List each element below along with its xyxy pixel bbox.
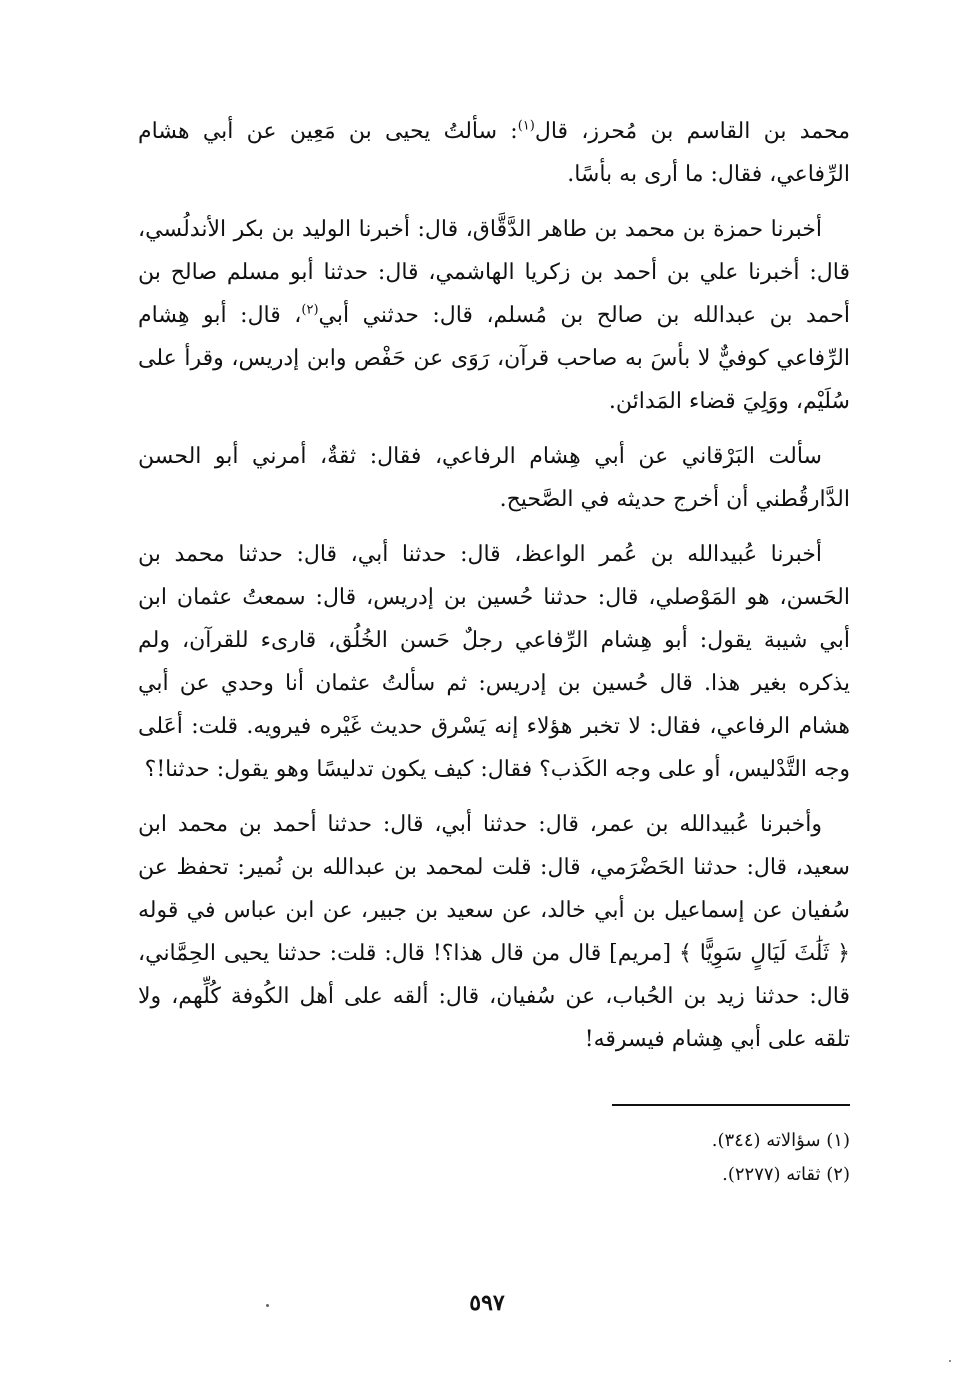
paragraph-2	[138, 208, 850, 423]
footnote-marker-2: (٢)	[301, 302, 319, 318]
paragraph-2-start: أخبرنا حمزة بن محمد بن طاهر الدَّقَّاق، قال: أخبرنا الوليد بن بكر الأندلُسي، قال: أخبرنا علي بن أحمد بن زكريا الهاشمي، قال: حدثنا أبو مسلم صالح بن أحمد بن عبدالله بن صالح بن مُسلم، قال: حدثني أبي	[138, 217, 850, 328]
paragraph-3: سألت البَرْقاني عن أبي هِشام الرفاعي، فقال: ثقةٌ، أمرني أبو الحسن الدَّارقُطني أن أخرج حديثه في الصَّحيح.	[138, 444, 850, 512]
page-number: ٥٩٧	[469, 1290, 505, 1316]
footnotes	[540, 1124, 850, 1192]
paragraph-1-end: : سألتُ يحيى بن مَعِين عن أبي هشام الرِّفاعي، فقال: ما أرى به بأسًا.	[138, 119, 850, 187]
scan-speck	[266, 1304, 269, 1307]
paragraph-1	[138, 110, 850, 196]
paragraph-2-end: ، قال: أبو هِشام الرِّفاعي كوفيٌّ لا بأسَ به صاحب قرآن، رَوَى عن حَفْص وابن إدريس، وقرأ على سُلَيْم، ووَلِيَ قضاء المَدائن.	[138, 303, 850, 414]
scan-speck	[949, 1360, 951, 1362]
footnote-marker-1: (١)	[517, 118, 535, 134]
main-text	[138, 110, 850, 1073]
paragraph-4: أخبرنا عُبيدالله بن عُمر الواعظ، قال: حدثنا أبي، قال: حدثنا محمد بن الحَسن، هو المَوْصلي، قال: حدثنا حُسين بن إدريس، قال: سمعتُ عثمان ابن أبي شيبة يقول: أبو هِشام الرِّفاعي رجلٌ حَسن الخُلُق، قارىء للقرآن، ولم يذكره بغير هذا. قال حُسين بن إدريس: ثم سألتُ عثمان أنا وحدي عن أبي هشام الرفاعي، فقال: لا تخبر هؤلاء إنه يَسْرق حديث غَيْره فيرويه. قلت: أعَلى وجه التَّدْليس، أو على وجه الكَذب؟ فقال: كيف يكون تدليسًا وهو يقول: حدثنا!؟	[138, 542, 850, 782]
footnote-1: (١) سؤالاته (٣٤٤).	[711, 1130, 850, 1151]
footnote-2: (٢) ثقاته (٢٢٧٧).	[722, 1164, 850, 1185]
paragraph-1-start: محمد بن القاسم بن مُحرز، قال	[534, 119, 850, 144]
footnote-separator	[612, 1104, 850, 1106]
paragraph-5: وأخبرنا عُبيدالله بن عمر، قال: حدثنا أبي، قال: حدثنا أحمد بن محمد ابن سعيد، قال: حدثنا الحَضْرَمي، قال: قلت لمحمد بن عبدالله بن نُمير: تحفظ عن سُفيان عن إسماعيل بن أبي خالد، عن سعيد بن جبير، عن ابن عباس في قوله ﴿ ثَلَٰثَ لَيَالٍ سَوِيًّا ﴾ [مريم] قال من قال هذا؟! قال: قلت: حدثنا يحيى الحِمَّاني، قال: حدثنا زيد بن الحُباب، عن سُفيان، قال: ألقه على أهل الكُوفة كُلِّهم، ولا تلقه على أبي هِشام فيسرقه!	[138, 812, 850, 1052]
